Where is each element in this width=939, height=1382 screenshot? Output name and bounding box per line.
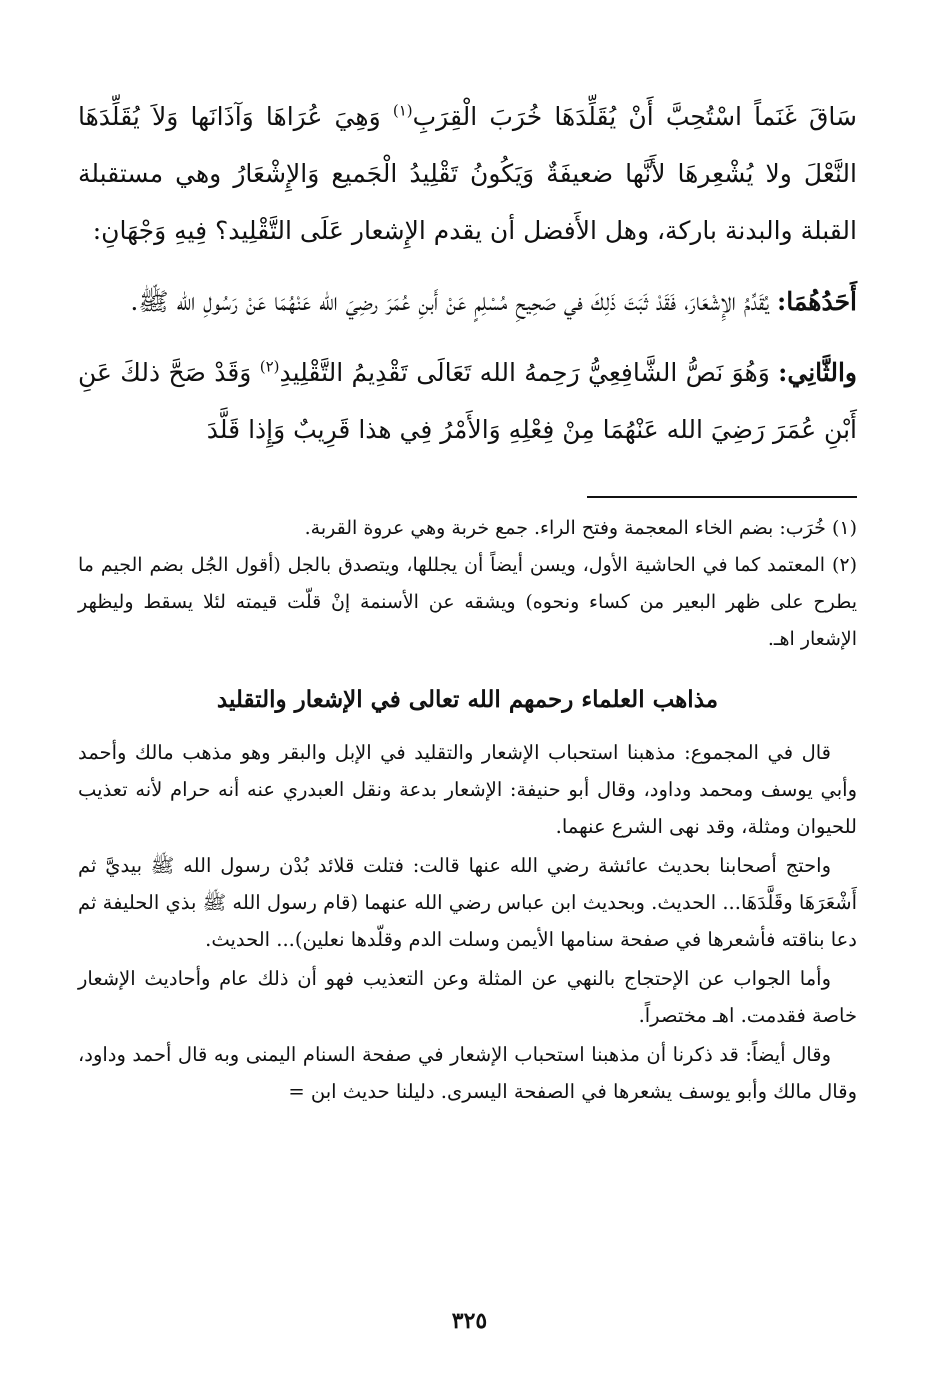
page-number: ٣٢٥ [451, 1308, 488, 1334]
footnote-ref-2: (٢) [259, 357, 280, 376]
main-paragraph-3-cont: وَقَدْ صَحَّ ذلكَ عَنِ أَبْنِ عُمَرَ رَضِيَ الله عَنْهُمَا مِنْ فِعْلِهِ وَالأَمْرُ فِي هذا قَرِيبٌ وَإِذا قَلَّدَ [78, 358, 857, 444]
section-paragraph-4: وقال أيضاً: قد ذكرنا أن مذهبنا استحباب الإشعار في صفحة السنام اليمنى وبه قال أحمد وداود، وقال مالك وأبو يوسف يشعرها في الصفحة اليسرى. دليلنا حديث ابن = [78, 1043, 857, 1103]
first-view-label: أَحَدُهُمَا: [776, 287, 857, 316]
main-paragraph-2 [78, 273, 857, 330]
main-paragraph-3 [78, 344, 857, 458]
main-text [78, 88, 857, 458]
main-paragraph-1-cont: وَهِيَ عُرَاهَا وَآذَانَها وَلاَ يُقَلِّدَهَا النَّعْلَ ولا يُشْعِرهَا لأَنَّها ضعيفَةٌ وَيَكُونُ تَقْلِيدُ الْجَميع وَالإِشْعَارُ وهي مستقبلة القبلة والبدنة باركة، وهل الأَفضل أن يقدم الإِشعار عَلَى التَّقْلِيد؟ فِيهِ وَجْهَانِ: [78, 102, 857, 245]
footnote-2: (٢) المعتمد كما في الحاشية الأول، ويسن أيضاً أن يجللها، ويتصدق بالجل (أقول الجُل بضم الجيم ما يطرح على ظهر البعير من كساء ونحوه) ويشقه عن الأسنمة إنْ قلّت قيمته لئلا يسقط وليظهر الإشعار اهـ. [78, 554, 857, 650]
footnote-ref-1: (١) [392, 101, 413, 120]
footnote-divider [587, 496, 857, 498]
second-view-label: والثَّانِي: [778, 358, 857, 387]
section-paragraph-2: واحتج أصحابنا بحديث عائشة رضي الله عنها قالت: فتلت قلائد بُدْن رسول الله ﷺ بيديَّ ثم أَشْعَرَهَا وقَلَّدَهَا... الحديث. وبحديث ابن عباس رضي الله عنهما (قام رسول الله ﷺ بذي الحليفة ثم دعا بناقته فأشعرها في صفحة سنامها الأيمن وسلت الدم وقلّدها نعلين)... الحديث. [78, 854, 857, 951]
footnote-1: (١) خُرَب: بضم الخاء المعجمة وفتح الراء. جمع خربة وهي عروة القربة. [304, 517, 857, 539]
main-paragraph-1-text: سَاقَ غَنَماً اسْتُحِبَّ أَنْ يُقَلِّدَهَا خُرَبَ الْقِرَبِ [412, 102, 857, 131]
main-paragraph-2-text: يُقَدِّمُ الإِشْعَارَ، فَقَدْ ثَبَتَ ذَلِكَ في صَحِيحِ مُسْلِمٍ عَنْ أَبنِ عُمَرَ رضِيَ الله عَنْهُمَا عَنْ رَسُولِ الله ﷺ. [130, 287, 777, 316]
main-paragraph-3-text: وَهُوَ نَصُّ الشَّافِعِيُّ رَحِمهُ الله تَعَالَى تَقْدِيمُ التَّقْلِيدِ [279, 358, 779, 387]
section-paragraph-1: قال في المجموع: مذهبنا استحباب الإشعار والتقليد في الإبل والبقر وهو مذهب مالك وأحمد وأبي يوسف ومحمد وداود، وقال أبو حنيفة: الإشعار بدعة ونقل العبدري عنه أنه حرام لأنه تعذيب للحيوان ومثلة، وقد نهى الشرع عنهما. [78, 741, 857, 838]
section-paragraph-3: وأما الجواب عن الإحتجاج بالنهي عن المثلة وعن التعذيب فهو أن ذلك عام وأحاديث الإشعار خاصة فقدمت. اهـ مختصراً. [78, 967, 857, 1027]
footnotes [78, 510, 857, 658]
main-paragraph-1 [78, 88, 857, 259]
section-body [78, 734, 857, 1110]
section-heading: مذاهب العلماء رحمهم الله تعالى في الإشعار والتقليد [216, 686, 719, 713]
